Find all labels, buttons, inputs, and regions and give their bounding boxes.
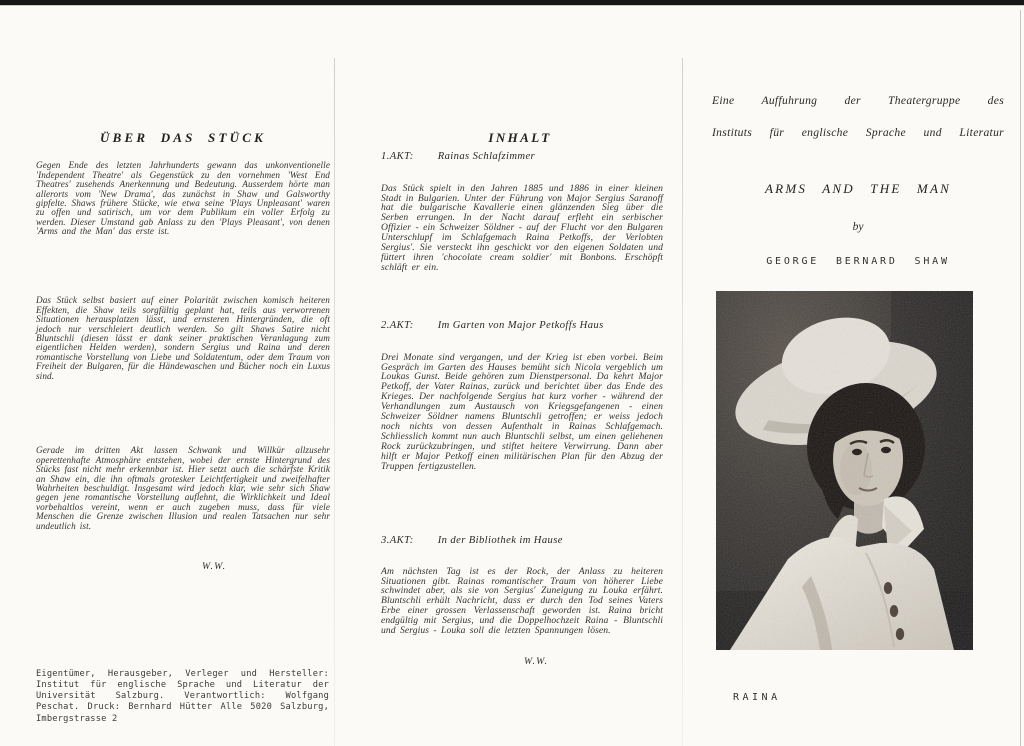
raina-portrait-illustration [716,291,973,650]
raina-portrait-photo [716,291,973,650]
act2-subtitle: Im Garten von Major Petkoffs Haus [437,320,604,331]
act3-number: 3.AKT: [381,535,414,546]
about-heading: ÜBER DAS STÜCK [100,129,266,145]
scan-top-edge [0,0,1024,5]
presenter-line-1: Eine Auffuhrung der Theatergruppe des [712,93,1004,107]
about-paragraph-2: Das Stück selbst basiert auf einer Polarität zwischen komisch heiteren Effekten, die Shaw teils sorgfältig geplant hat, teils aus verworrenen Situationen herausplatzen lässt, und ernsteren Hintergründen, die oft jedoch nur verschleiert deutlich werden. So gilt Shaws Satire nicht Bluntschli (diesen lässt er dank seiner praktischen Veranlagung zum eigentlichen Helden werden), sondern Sergius und Raina und deren romantische Vorstellung von Liebe und Soldatentum, oder dem Traum von Freiheit der Bulgaren, für die Händewaschen und Bücher noch ein Luxus sind. [36,295,331,381]
act2-number: 2.AKT: [381,320,414,331]
about-paragraph-1: Gegen Ende des letzten Jahrhunderts gewann das unkonventionelle 'Independent Theatre' als Gegenstück zu den vornehmen 'West End Theatres' zusehends Anerkennung und Bedeutung. Ausserdem hörte man allerorts vom 'New Drama', das zunächst in Shaw und Galsworthy gipfelte. Shaws frühere Stücke, wie etwa seine 'Plays Unpleasant' waren zu offen und satirisch, um vor dem Publikum ein voller Erfolg zu werden. Dieser Umstand gab Anlass zu den 'Plays Pleasant', von denen 'Arms and the Man' das erste ist. [36,160,330,237]
act1-number: 1.AKT: [381,151,414,162]
act3-title-row [381,535,665,546]
act2-synopsis: Drei Monate sind vergangen, und der Krieg ist eben vorbei. Beim Gespräch im Garten des Hauses bemüht sich Nicola vergeblich um Loukas Gunst. Beide gehören zum Dienstpersonal. Da kehrt Major Petkoff, der Vater Rainas, zurück und berichtet über das Ende des Krieges. Der nachfolgende Sergius hat kurz vorher - während der Verhandlungen zum Austausch von Kriegsgefangenen - einen Schweizer Söldner namens Bluntschli getroffen; er weiss jedoch noch nichts von dessen Aufenthalt in Rainas Schlafgemach. Schliesslich kommt nun auch Bluntschli selbst, um einen geliehenen Rock zurückzubringen, und stiftet heitere Verwirrung. Dann aber hilft er Major Petkoff einen militärischen Plan für den Abzug der Truppen fertigzustellen. [381,351,663,472]
presenter-line-2: Instituts für englische Sprache und Literatur [712,125,1004,139]
author-initials-middle: W.W. [524,656,549,667]
about-paragraph-3: Gerade im dritten Akt lassen Schwank und Willkür allzusehr operettenhafte Atmosphäre entstehen, wobei der ernste Hintergrund des Stücks fast nicht mehr erkennbar ist. Hier setzt auch die schärfste Kritik an Shaw ein, die ihn oftmals grotesker Leichtfertigkeit und zweifelhafter Wahrheiten beschuldigt. Insgesamt wird jedoch klar, wie sehr sich Shaw gegen jene romantische Vorstellung auflehnt, die Wirklichkeit und Ideal vorbehaltlos vereint, wenn er auch zugeben muss, dass für viele Menschen die Grenze zwischen Illusion und realen Tatsachen nur sehr undeutlich ist. [36,445,330,531]
act3-synopsis: Am nächsten Tag ist es der Rock, der Anlass zu heiteren Situationen gibt. Rainas romantischer Traum von höherer Liebe schwindet aber, als sie von Sergius' Zuneigung zu Louka erfährt. Bluntschli erhält Nachricht, dass er durch den Tod seines Vaters Erbe einer grossen Verlassenschaft geworden ist. Raina bricht endgültig mit Sergius, und die Doppelhochzeit Raina - Bluntschli und Sergius - Louka soll die letzten Spannungen lösen. [381,565,663,637]
playwright-name: GEORGE BERNARD SHAW [766,256,950,267]
byline: by [852,221,864,233]
act3-subtitle: In der Bibliothek im Hause [437,535,563,546]
imprint-text: Eigentümer, Herausgeber, Verleger und Hersteller: Institut für englische Sprache und Literatur der Universität Salzburg. Verantwortlich: Wolfgang Peschat. Druck: Bernhard Hütter Alle 5020 Salzburg, Imbergstrasse 2 [36,668,329,724]
page-edge-line [1020,10,1021,746]
author-initials-left: W.W. [202,561,227,572]
act1-subtitle: Rainas Schlafzimmer [437,151,536,162]
act2-title-row [381,320,665,331]
act1-title-row [381,151,665,162]
act1-synopsis: Das Stück spielt in den Jahren 1885 und 1886 in einer kleinen Stadt in Bulgarien. Unter der Führung von Major Sergius Saranoff hat die bulgarische Kavallerie einen glänzenden Sieg über die Serben errungen. In der Nacht darauf erfleht ein serbischer Offizier - ein Schweizer Söldner - auf der Flucht vor den Bulgaren Unterschlupf im Schlafgemach Raina Petkoffs, der Verlobten Sergius'. Sie versteckt ihn geschickt vor den eigenen Soldaten und füttert ihren 'chocolate cream soldier' mit Bonbons. Erschöpft schläft er ein. [381,182,663,273]
play-title: ARMS AND THE MAN [765,181,951,196]
fold-line-left [334,58,335,746]
synopsis-heading: INHALT [488,129,552,145]
photo-caption: RAINA [733,692,781,703]
fold-line-right [682,58,683,746]
